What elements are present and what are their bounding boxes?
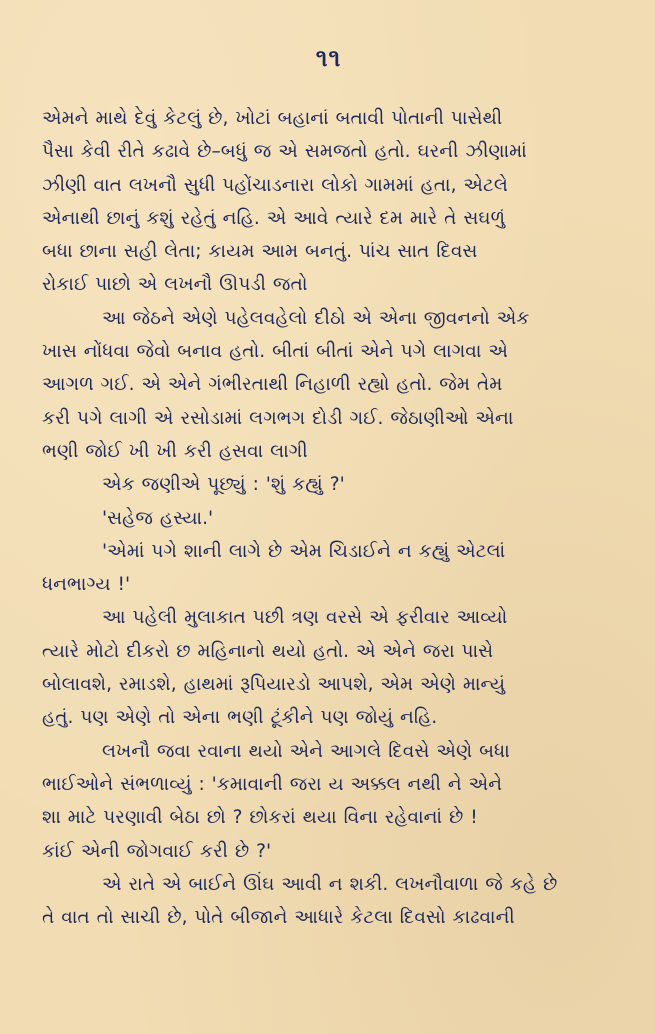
text-line: ભાઈઓને સંભળાવ્યું : 'કમાવાની જરા ય અક્કલ નથી ને એને [42, 773, 503, 795]
text-line: તે વાત તો સાચી છે, પોતે બીજાને આધારે કેટલા દિવસો કાઢવાની [42, 907, 515, 929]
text-line: કરી પગે લાગી એ રસોડામાં લગભગ દોડી ગઈ. જેઠાણીઓ એના [42, 407, 514, 429]
text-line: ત્યારે મોટો દીકરો છ મહિનાનો થયો હતો. એ એને જરા પાસે [42, 640, 494, 662]
text-line: ધનભાગ્ય !' [42, 574, 131, 596]
paragraph [42, 302, 615, 468]
text-line: એ રાતે એ બાઈને ઊંઘ આવી ન શકી. લખનૌવાળા જે કહે છે [102, 873, 558, 895]
text-line: કાંઈ એની જોગવાઈ કરી છે ?' [42, 840, 272, 862]
text-line: પૈસા કેવી રીતે કઢાવે છે–બધું જ એ સમજતો હતો. ઘરની ઝીણામાં [42, 141, 527, 163]
paragraph [42, 868, 615, 935]
text-line: આ જેઠને એણે પહેલવહેલો દીઠો એ એના જીવનનો એક [102, 307, 530, 329]
paragraph [42, 502, 615, 535]
text-line: આગળ ગઈ. એ એને ગંભીરતાથી નિહાળી રહ્યો હતો. જેમ તેમ [42, 374, 503, 396]
page-number: ૧૧ [315, 44, 342, 72]
text-body [42, 102, 615, 934]
text-line: આ પહેલી મુલાકાત પછી ત્રણ વરસે એ ફરીવાર આવ્યો [102, 607, 508, 629]
paragraph [42, 601, 615, 734]
text-line: એક જણીએ પૂછ્યું : 'શું કહ્યું ?' [102, 474, 345, 496]
text-line: એમને માથે દેવું કેટલું છે, ખોટાં બહાનાં બતાવી પોતાની પાસેથી [42, 108, 503, 129]
text-line: એનાથી છાનું કશું રહેતું નહિ. એ આવે ત્યારે દમ મારે તે સઘળું [42, 207, 506, 229]
text-line: ઝીણી વાત લખનૌ સુધી પહોંચાડનારા લોકો ગામમાં હતા, એટલે [42, 174, 508, 196]
paragraph [42, 535, 615, 602]
text-line: 'સહેજ હસ્યા.' [102, 507, 214, 529]
text-line: 'એમાં પગે શાની લાગે છે એમ ચિડાઈને ન કહ્યું એટલાં [102, 540, 506, 562]
text-line: લખનૌ જવા રવાના થયો એને આગલે દિવસે એણે બધા [102, 740, 510, 762]
text-line: બધા છાના સહી લેતા; કાયમ આમ બનતું. પાંચ સાત દિવસ [42, 241, 478, 263]
text-line: ખાસ નોંધવા જેવો બનાવ હતો. બીતાં બીતાં એને પગે લાગવા એ [42, 341, 508, 363]
paragraph [42, 468, 615, 501]
text-line: બોલાવશે, રમાડશે, હાથમાં રૂપિયારડો આપશે, એમ એણે માન્યું [42, 674, 506, 696]
text-line: શા માટે પરણાવી બેઠા છો ? છોકરાં થયા વિના રહેવાનાં છે ! [42, 807, 478, 829]
text-line: હતું. પણ એણે તો એના ભણી ટૂંકીને પણ જોયું નહિ. [42, 707, 438, 729]
text-line: ભણી જોઈ ખી ખી કરી હસવા લાગી [42, 440, 308, 462]
paragraph [42, 102, 615, 302]
paragraph [42, 735, 615, 868]
text-line: રોકાઈ પાછો એ લખનૌ ઊપડી જતો [42, 274, 308, 296]
